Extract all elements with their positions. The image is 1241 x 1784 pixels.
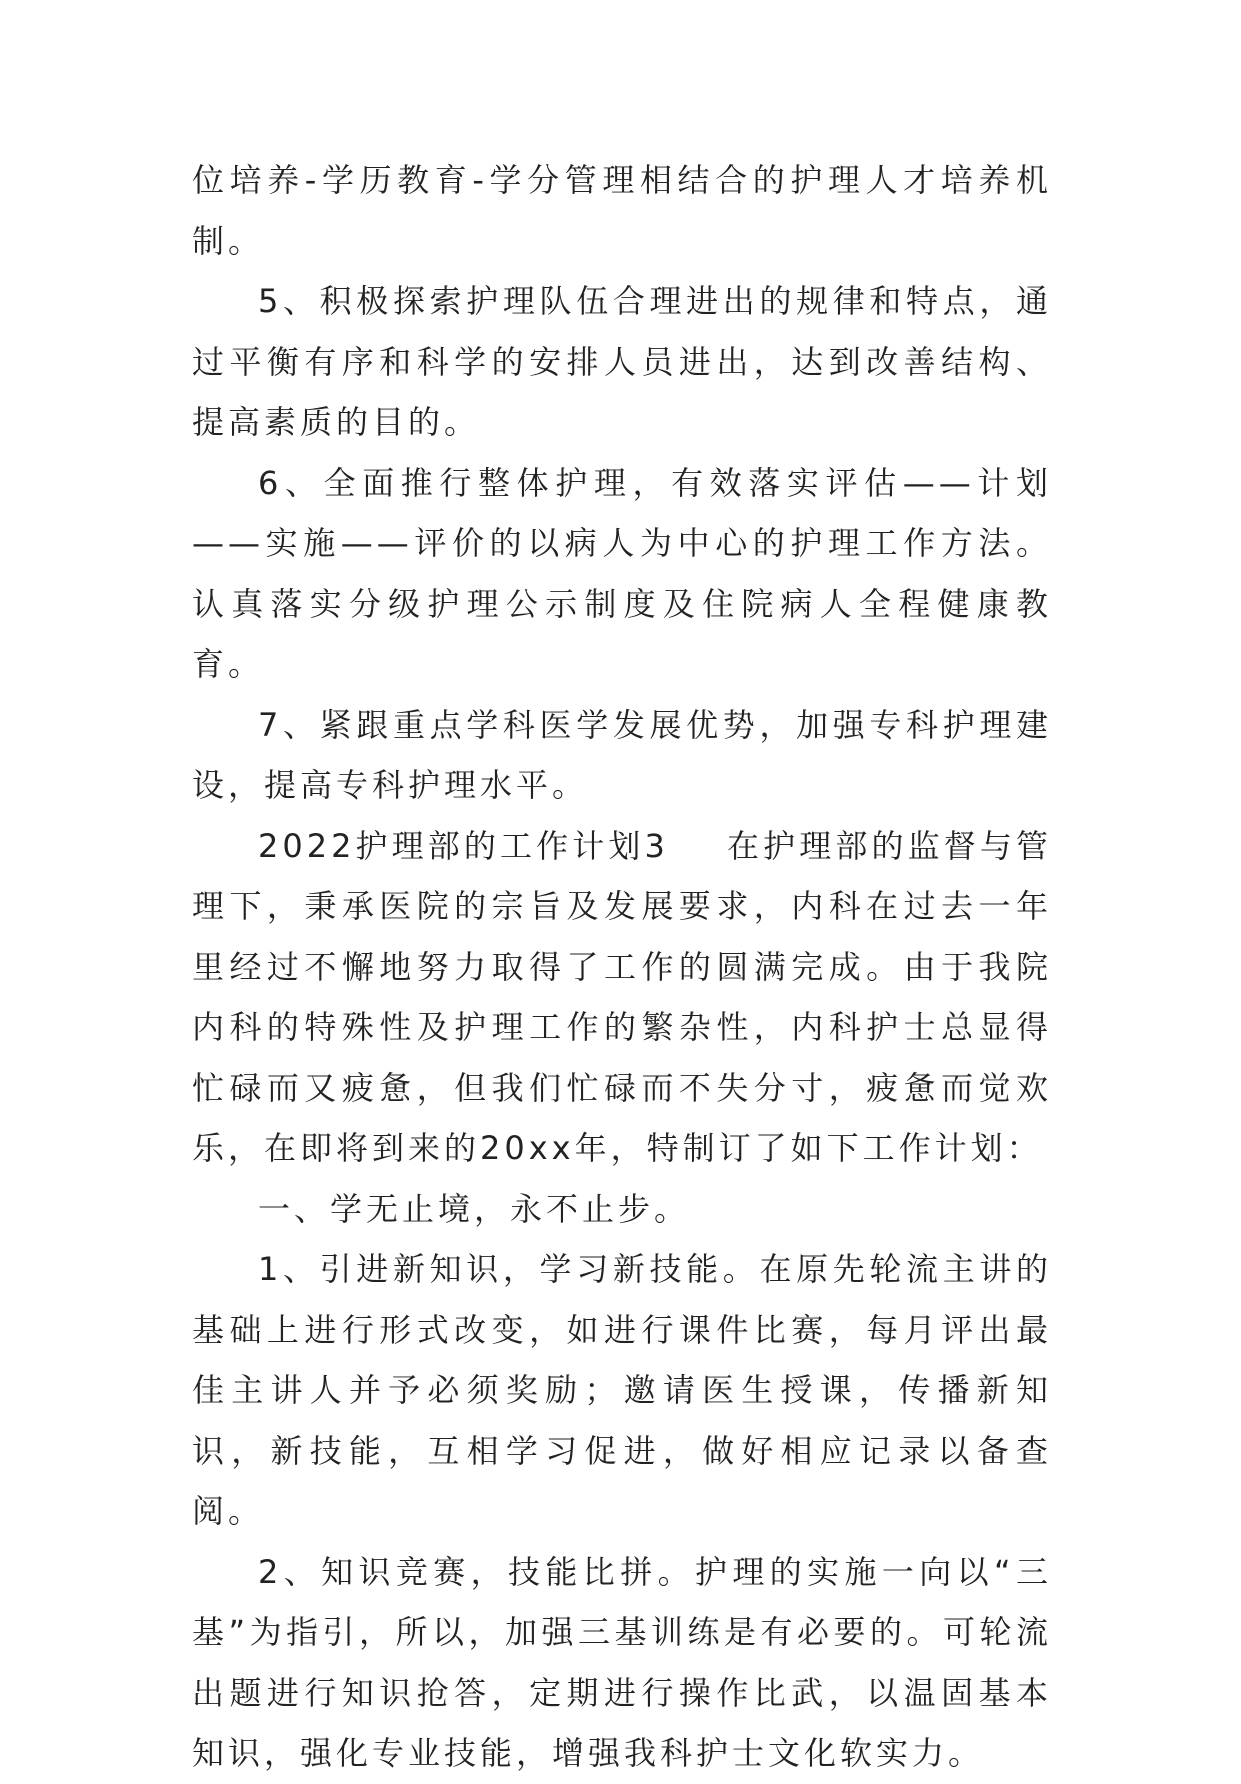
paragraph-item-2: 2、知识竞赛，技能比拼。护理的实施一向以“三基”为指引，所以，加强三基训练是有必要的。可轮流出题进行知识抢答，定期进行操作比武，以温固基本知识，强化专业技能，增强我科护士文化软实力。 bbox=[192, 1552, 1052, 1772]
section-heading: 2022护理部的工作计划3 bbox=[258, 826, 669, 865]
paragraph-plan-3 bbox=[192, 816, 1052, 1179]
document-body bbox=[192, 150, 1052, 1784]
paragraph-item-7: 7、紧跟重点学科医学发展优势，加强专科护理建设，提高专科护理水平。 bbox=[192, 705, 1052, 804]
paragraph-continuation: 位培养-学历教育-学分管理相结合的护理人才培养机制。 bbox=[192, 161, 1052, 260]
paragraph-item-6: 6、全面推行整体护理，有效落实评估——计划——实施——评价的以病人为中心的护理工作方法。认真落实分级护理公示制度及住院病人全程健康教育。 bbox=[192, 463, 1052, 683]
section-intro-text: 在护理部的监督与管理下，秉承医院的宗旨及发展要求，内科在过去一年里经过不懈地努力取得了工作的圆满完成。由于我院内科的特殊性及护理工作的繁杂性，内科护士总显得忙碌而又疲惫，但我们忙碌而不失分寸，疲惫而觉欢乐，在即将到来的20xx年，特制订了如下工作计划： bbox=[192, 826, 1052, 1167]
paragraph-item-5: 5、积极探索护理队伍合理进出的规律和特点，通过平衡有序和科学的安排人员进出，达到改善结构、提高素质的目的。 bbox=[192, 282, 1052, 441]
paragraph-item-1: 1、引进新知识，学习新技能。在原先轮流主讲的基础上进行形式改变，如进行课件比赛，每月评出最佳主讲人并予必须奖励；邀请医生授课，传播新知识，新技能，互相学习促进，做好相应记录以备查阅。 bbox=[192, 1250, 1052, 1530]
paragraph-section-one: 一、学无止境，永不止步。 bbox=[258, 1189, 691, 1228]
